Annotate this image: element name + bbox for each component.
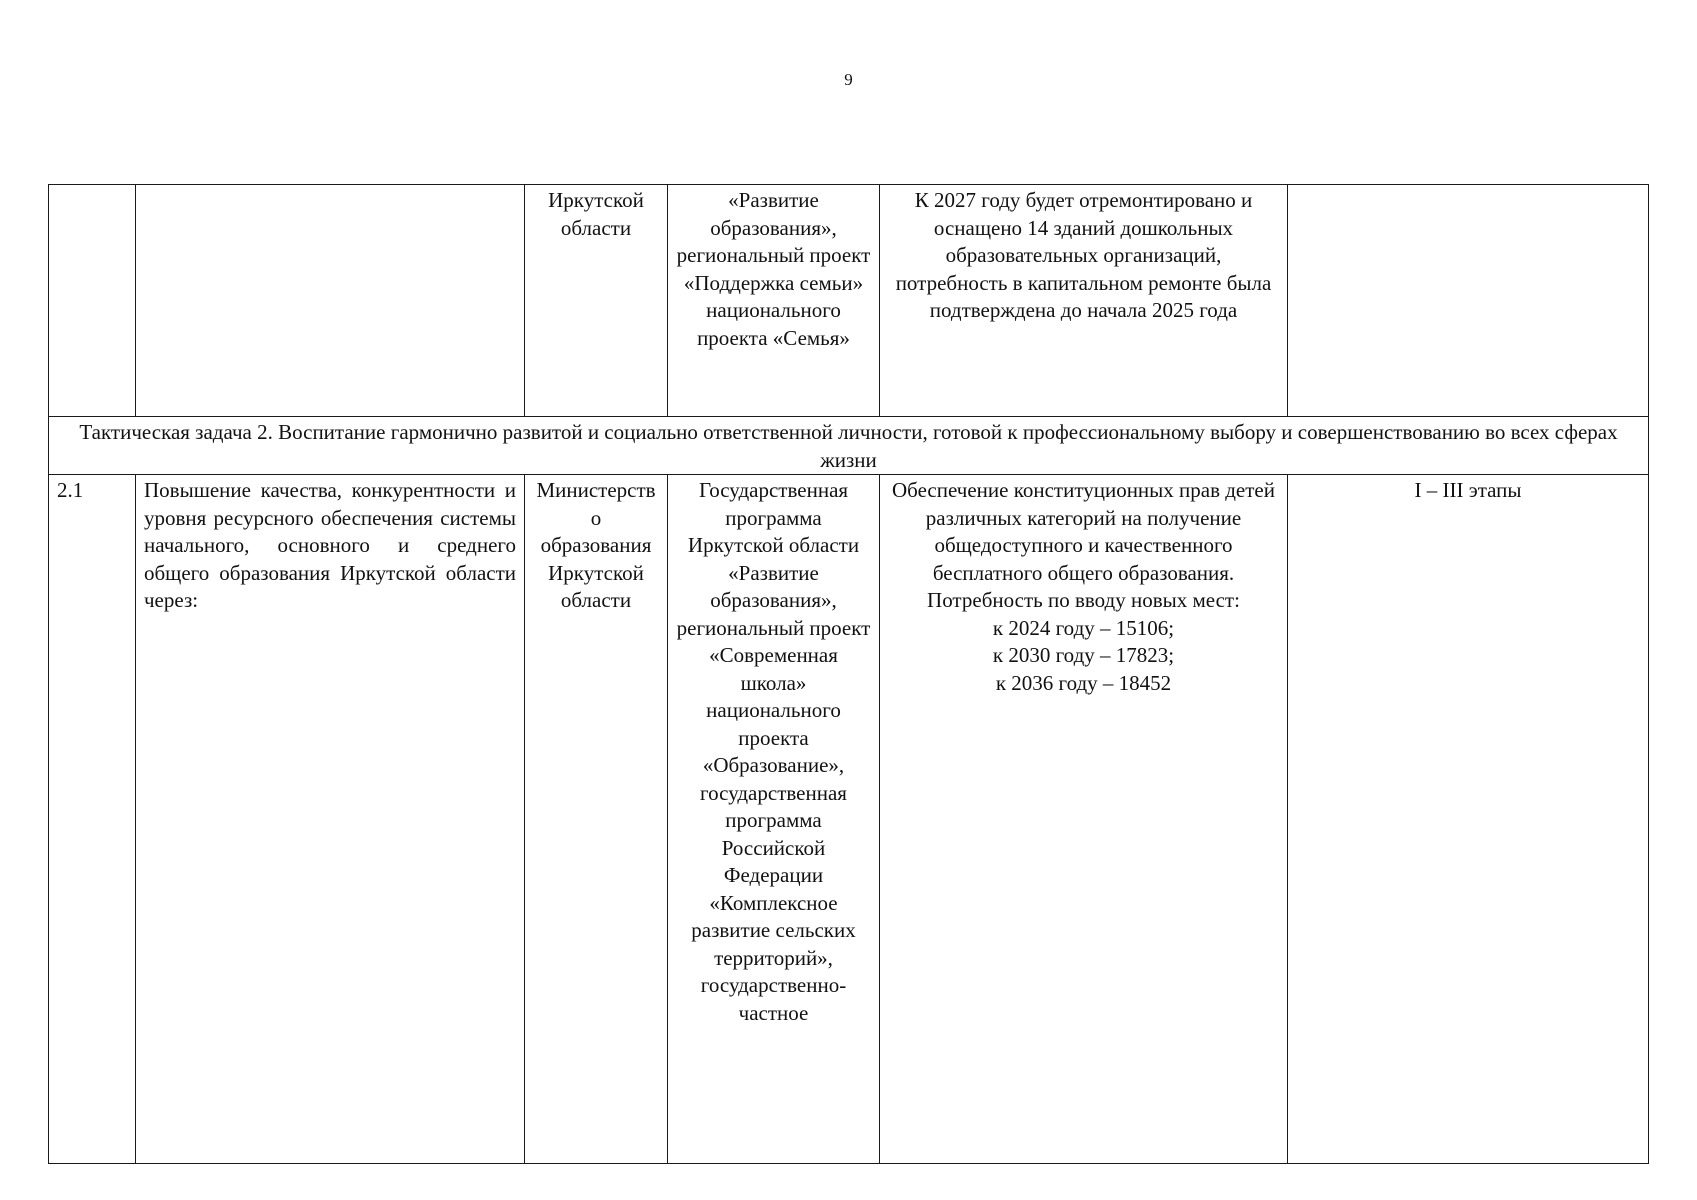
cell-responsible: Министерство образования Иркутской области [525,475,668,1164]
cell-measure-name [136,185,525,417]
cell-program: «Развитие образования», региональный проект «Поддержка семьи» национального проекта «Семья» [668,185,880,417]
cell-expected-result: К 2027 году будет отремонтировано и оснащено 14 зданий дошкольных образовательных организаций, потребность в капитальном ремонте была подтверждена до начала 2025 года [880,185,1288,417]
cell-number: 2.1 [49,475,136,1164]
result-target-2030: к 2030 году – 17823; [992,643,1175,667]
tactical-task-heading: Тактическая задача 2. Воспитание гармонично развитой и социально ответственной личности, готовой к профессиональному выбору и совершенствованию во всех сферах жизни [49,417,1649,475]
cell-program: Государственная программа Иркутской области «Развитие образования», региональный проект «Современная школа» национального проекта «Образование», государственная программа Российской Федерации «Комплексное развитие сельских территорий», государственно-частное [668,475,880,1164]
result-target-2036: к 2036 году – 18452 [995,670,1172,695]
measures-table [48,184,1649,1164]
cell-expected-result [880,475,1288,1164]
cell-number [49,185,136,417]
cell-stages: I – III этапы [1288,475,1649,1164]
table-row [49,185,1649,417]
cell-stages [1288,185,1649,417]
tactical-task-row [49,417,1649,475]
result-target-2024: к 2024 году – 15106; [992,615,1175,640]
table-row [49,475,1649,1164]
cell-responsible: Иркутской области [525,185,668,417]
cell-measure-name: Повышение качества, конкурентности и уровня ресурсного обеспечения системы начального, основного и среднего общего образования Иркутской области через: [136,475,525,1164]
result-text: Обеспечение конституционных прав детей различных категорий на получение общедоступного и качественного бесплатного общего образования. Потребность по вводу новых мест: [892,478,1275,612]
page-number: 9 [844,70,853,89]
